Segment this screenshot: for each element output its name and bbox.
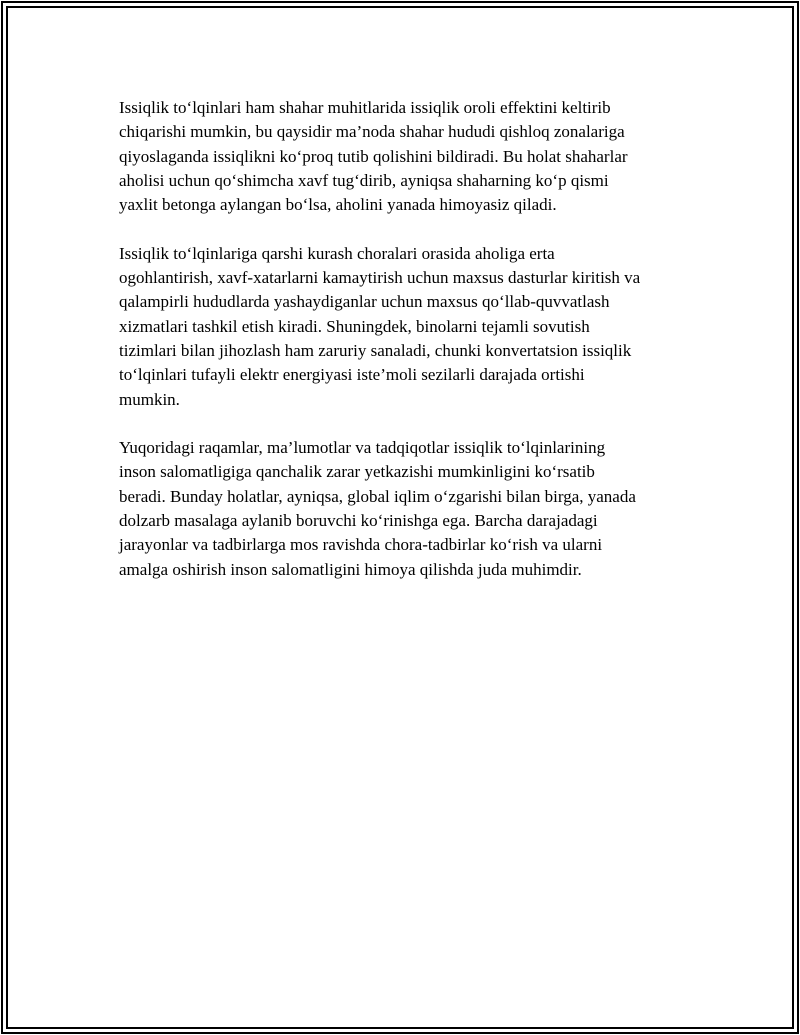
paragraph-1 (119, 96, 719, 217)
paragraph-3 (119, 436, 719, 582)
text-line: aholisi uchun qo‘shimcha xavf tug‘dirib, ayniqsa shaharning ko‘p qismi (119, 170, 609, 190)
text-line: qalampirli hududlarda yashaydiganlar uchun maxsus qo‘llab-quvvatlash (119, 292, 610, 312)
text-line: amalga oshirish inson salomatligini himoya qilishda juda muhimdir. (119, 559, 582, 579)
text-line: Issiqlik to‘lqinlari ham shahar muhitlarida issiqlik oroli effektini keltirib (119, 98, 611, 117)
text-line: Yuqoridagi raqamlar, ma’lumotlar va tadqiqotlar issiqlik to‘lqinlarining (119, 438, 606, 458)
text-line: Issiqlik to‘lqinlariga qarshi kurash choralari orasida aholiga erta (119, 243, 555, 263)
text-line: beradi. Bunday holatlar, ayniqsa, global iqlim o‘zgarishi bilan birga, yanada (119, 486, 636, 506)
text-line: qiyoslaganda issiqlikni ko‘proq tutib qolishini bildiradi. Bu holat shaharlar (119, 146, 628, 166)
text-line: ogohlantirish, xavf-xatarlarni kamaytirish uchun maxsus dasturlar kiritish va (119, 268, 641, 288)
text-line: chiqarishi mumkin, bu qaysidir ma’noda shahar hududi qishloq zonalariga (119, 122, 625, 142)
text-line: tizimlari bilan jihozlash ham zaruriy sanaladi, chunki konvertatsion issiqlik (119, 340, 632, 360)
text-line: mumkin. (119, 389, 180, 409)
text-line: jarayonlar va tadbirlarga mos ravishda chora-tadbirlar ko‘rish va ularni (119, 535, 603, 555)
text-line: dolzarb masalaga aylanib boruvchi ko‘rinishga ega. Barcha darajadagi (119, 511, 598, 531)
page-frame (1, 1, 799, 1034)
text-line: xizmatlari tashkil etish kiradi. Shuningdek, binolarni tejamli sovutish (119, 316, 590, 336)
paragraph-2 (119, 242, 719, 412)
document-body (119, 96, 719, 606)
text-line: yaxlit betonga aylangan bo‘lsa, aholini yanada himoyasiz qiladi. (119, 195, 557, 215)
text-line: to‘lqinlari tufayli elektr energiyasi iste’moli sezilarli darajada ortishi (119, 365, 585, 385)
text-line: inson salomatligiga qanchalik zarar yetkazishi mumkinligini ko‘rsatib (119, 462, 595, 482)
